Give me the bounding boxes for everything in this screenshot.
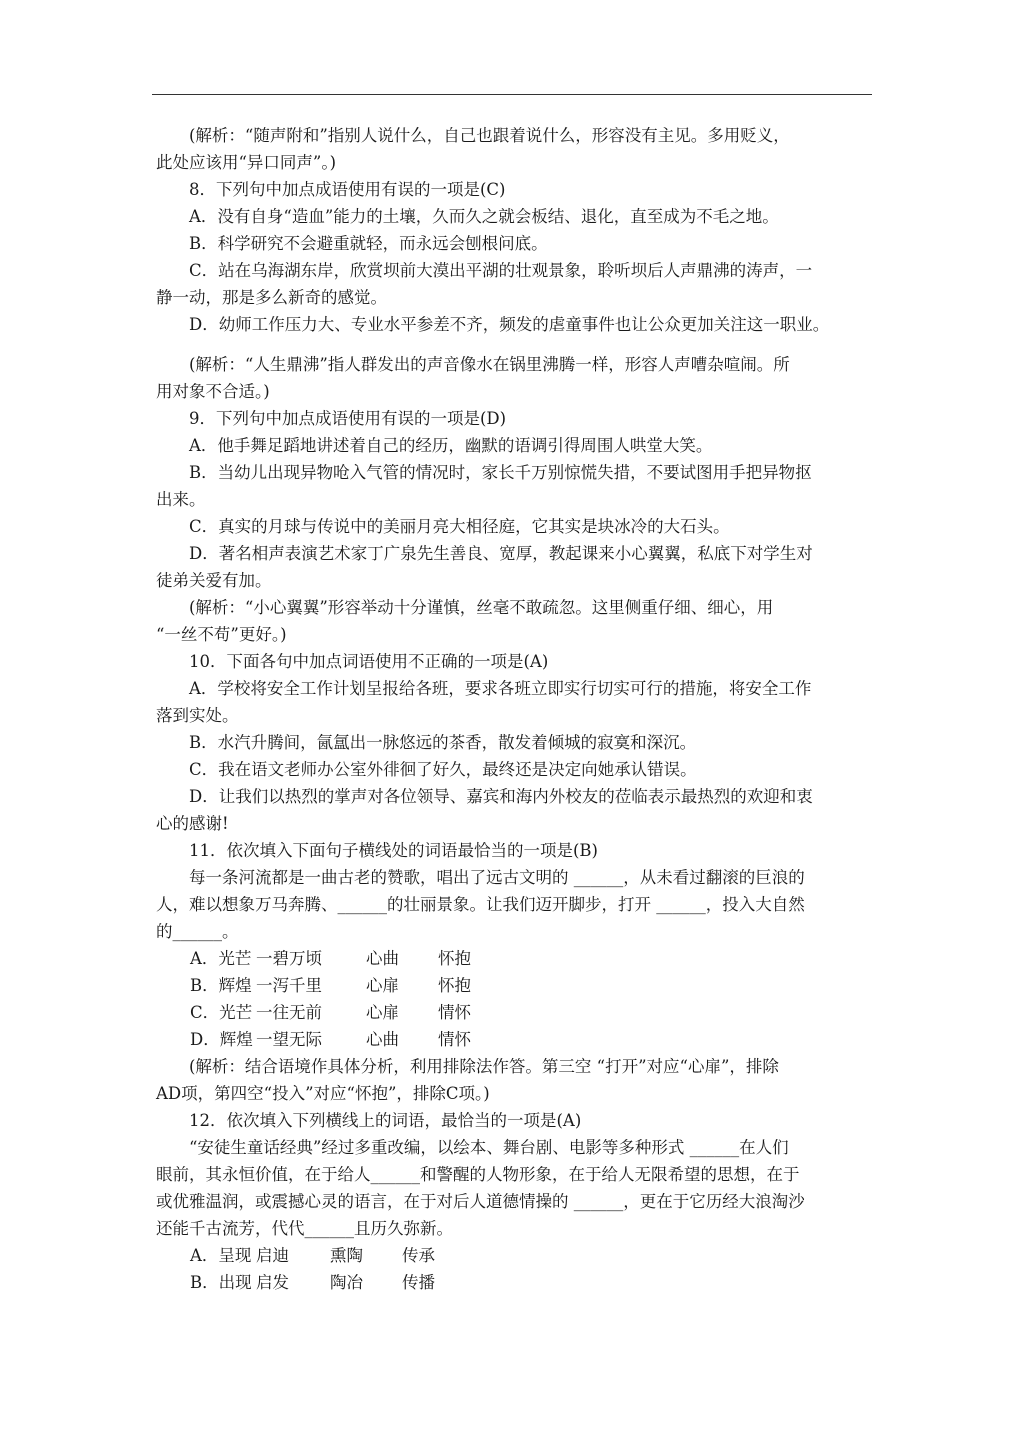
option-row — [156, 1242, 872, 1269]
option-cell: B．辉煌 — [190, 976, 252, 995]
q11-options — [156, 945, 872, 1053]
option-row — [156, 1026, 872, 1053]
option-cell: A．光芒 — [190, 949, 252, 968]
option-cell: 心扉 — [366, 1003, 399, 1022]
text-line: (解析：结合语境作具体分析，利用排除法作答。第三空 “打开”对应“心扉”，排除 — [156, 1057, 779, 1076]
text-line: 人，难以想象万马奔腾、______的壮丽景象。让我们迈开脚步，打开 ______，投入大自然 — [156, 895, 805, 914]
text-line: 此处应该用“异口同声”。) — [156, 153, 337, 172]
text-line: “安徒生童话经典”经过多重改编，以绘本、舞台剧、电影等多种形式 ______在人们 — [156, 1138, 789, 1157]
text-line: (解析：“人生鼎沸”指人群发出的声音像水在锅里沸腾一样，形容人声嘈杂喧闹。所 — [156, 355, 790, 374]
option-cell: B．出现 — [190, 1273, 252, 1292]
text-line: A．学校将安全工作计划呈报给各班，要求各班立即实行切实可行的措施，将安全工作 — [156, 679, 812, 698]
document-body — [156, 122, 872, 1296]
text-line: 12．依次填入下列横线上的词语，最恰当的一项是(A) — [156, 1111, 582, 1130]
text-block-mid — [156, 351, 872, 945]
option-cell: C．光芒 — [190, 1003, 253, 1022]
option-cell: 启迪 — [256, 1246, 289, 1265]
option-cell: A．呈现 — [190, 1246, 252, 1265]
option-cell: 一望无际 — [256, 1030, 322, 1049]
text-line: AD项，第四空“投入”对应“怀抱”，排除C项。) — [156, 1084, 490, 1103]
option-cell: 一碧万顷 — [256, 949, 322, 968]
option-cell: 传播 — [402, 1273, 435, 1292]
text-line: 心的感谢! — [156, 814, 229, 833]
text-line: 出来。 — [156, 490, 206, 509]
option-cell: 熏陶 — [330, 1246, 363, 1265]
option-cell: 一泻千里 — [256, 976, 322, 995]
text-line: C．真实的月球与传说中的美丽月亮大相径庭，它其实是块冰冷的大石头。 — [156, 517, 730, 536]
option-row — [156, 972, 872, 999]
text-line: 每一条河流都是一曲古老的赞歌，唱出了远古文明的 ______，从未看过翻滚的巨浪的 — [156, 868, 805, 887]
option-cell: 心曲 — [366, 949, 399, 968]
text-line: 眼前，其永恒价值，在于给人______和警醒的人物形象，在于给人无限希望的思想，在于 — [156, 1165, 800, 1184]
text-line: (解析：“小心翼翼”形容举动十分谨慎，丝毫不敢疏忽。这里侧重仔细、细心，用 — [156, 598, 774, 617]
text-line: 9．下列句中加点成语使用有误的一项是(D) — [156, 409, 507, 428]
text-line: B．当幼儿出现异物呛入气管的情况时，家长千万别惊慌失措，不要试图用手把异物抠 — [156, 463, 812, 482]
text-line: 用对象不合适。) — [156, 382, 270, 401]
option-cell: 心扉 — [366, 976, 399, 995]
text-line: D．让我们以热烈的掌声对各位领导、嘉宾和海内外校友的莅临表示最热烈的欢迎和衷 — [156, 787, 813, 806]
text-line: 11．依次填入下面句子横线处的词语最恰当的一项是(B) — [156, 841, 598, 860]
option-cell: 陶冶 — [330, 1273, 363, 1292]
option-cell: D．辉煌 — [190, 1030, 253, 1049]
text-line: D．著名相声表演艺术家丁广泉先生善良、宽厚，教起课来小心翼翼，私底下对学生对 — [156, 544, 813, 563]
option-row — [156, 999, 872, 1026]
option-cell: 怀抱 — [438, 949, 471, 968]
paragraph-gap — [156, 338, 872, 351]
option-cell: 一往无前 — [256, 1003, 322, 1022]
q12-options — [156, 1242, 872, 1296]
option-row — [156, 1269, 872, 1296]
text-line: 10．下面各句中加点词语使用不正确的一项是(A) — [156, 652, 549, 671]
option-cell: 启发 — [256, 1273, 289, 1292]
option-cell: 传承 — [402, 1246, 435, 1265]
text-line: D．幼师工作压力大、专业水平参差不齐，频发的虐童事件也让公众更加关注这一职业。 — [156, 315, 830, 334]
option-cell: 怀抱 — [438, 976, 471, 995]
text-line: (解析：“随声附和”指别人说什么，自己也跟着说什么，形容没有主见。多用贬义， — [156, 126, 790, 145]
option-cell: 情怀 — [438, 1030, 471, 1049]
text-line: 静一动，那是多么新奇的感觉。 — [156, 288, 387, 307]
header-rule — [152, 94, 872, 95]
text-line: A．他手舞足蹈地讲述着自己的经历，幽默的语调引得周围人哄堂大笑。 — [156, 436, 713, 455]
option-cell: 心曲 — [366, 1030, 399, 1049]
option-cell: 情怀 — [438, 1003, 471, 1022]
text-line: 的______。 — [156, 922, 239, 941]
text-line: C．站在乌海湖东岸，欣赏坝前大漠出平湖的壮观景象，聆听坝后人声鼎沸的涛声，一 — [156, 261, 813, 280]
text-block-top — [156, 122, 872, 338]
text-line: A．没有自身“造血”能力的土壤，久而久之就会板结、退化，直至成为不毛之地。 — [156, 207, 779, 226]
text-line: B．水汽升腾间，氤氲出一脉悠远的茶香，散发着倾城的寂寞和深沉。 — [156, 733, 697, 752]
text-line: 8．下列句中加点成语使用有误的一项是(C) — [156, 180, 506, 199]
text-line: “一丝不苟”更好。) — [156, 625, 287, 644]
text-line: 徒弟关爱有加。 — [156, 571, 272, 590]
text-line: C．我在语文老师办公室外徘徊了好久，最终还是决定向她承认错误。 — [156, 760, 697, 779]
text-line: 还能千古流芳，代代______且历久弥新。 — [156, 1219, 453, 1238]
text-line: 或优雅温润，或震撼心灵的语言，在于对后人道德情操的 ______，更在于它历经大浪淘沙 — [156, 1192, 805, 1211]
text-line: B．科学研究不会避重就轻，而永远会刨根问底。 — [156, 234, 548, 253]
text-line: 落到实处。 — [156, 706, 239, 725]
option-row — [156, 945, 872, 972]
text-block-after-q11 — [156, 1053, 872, 1242]
